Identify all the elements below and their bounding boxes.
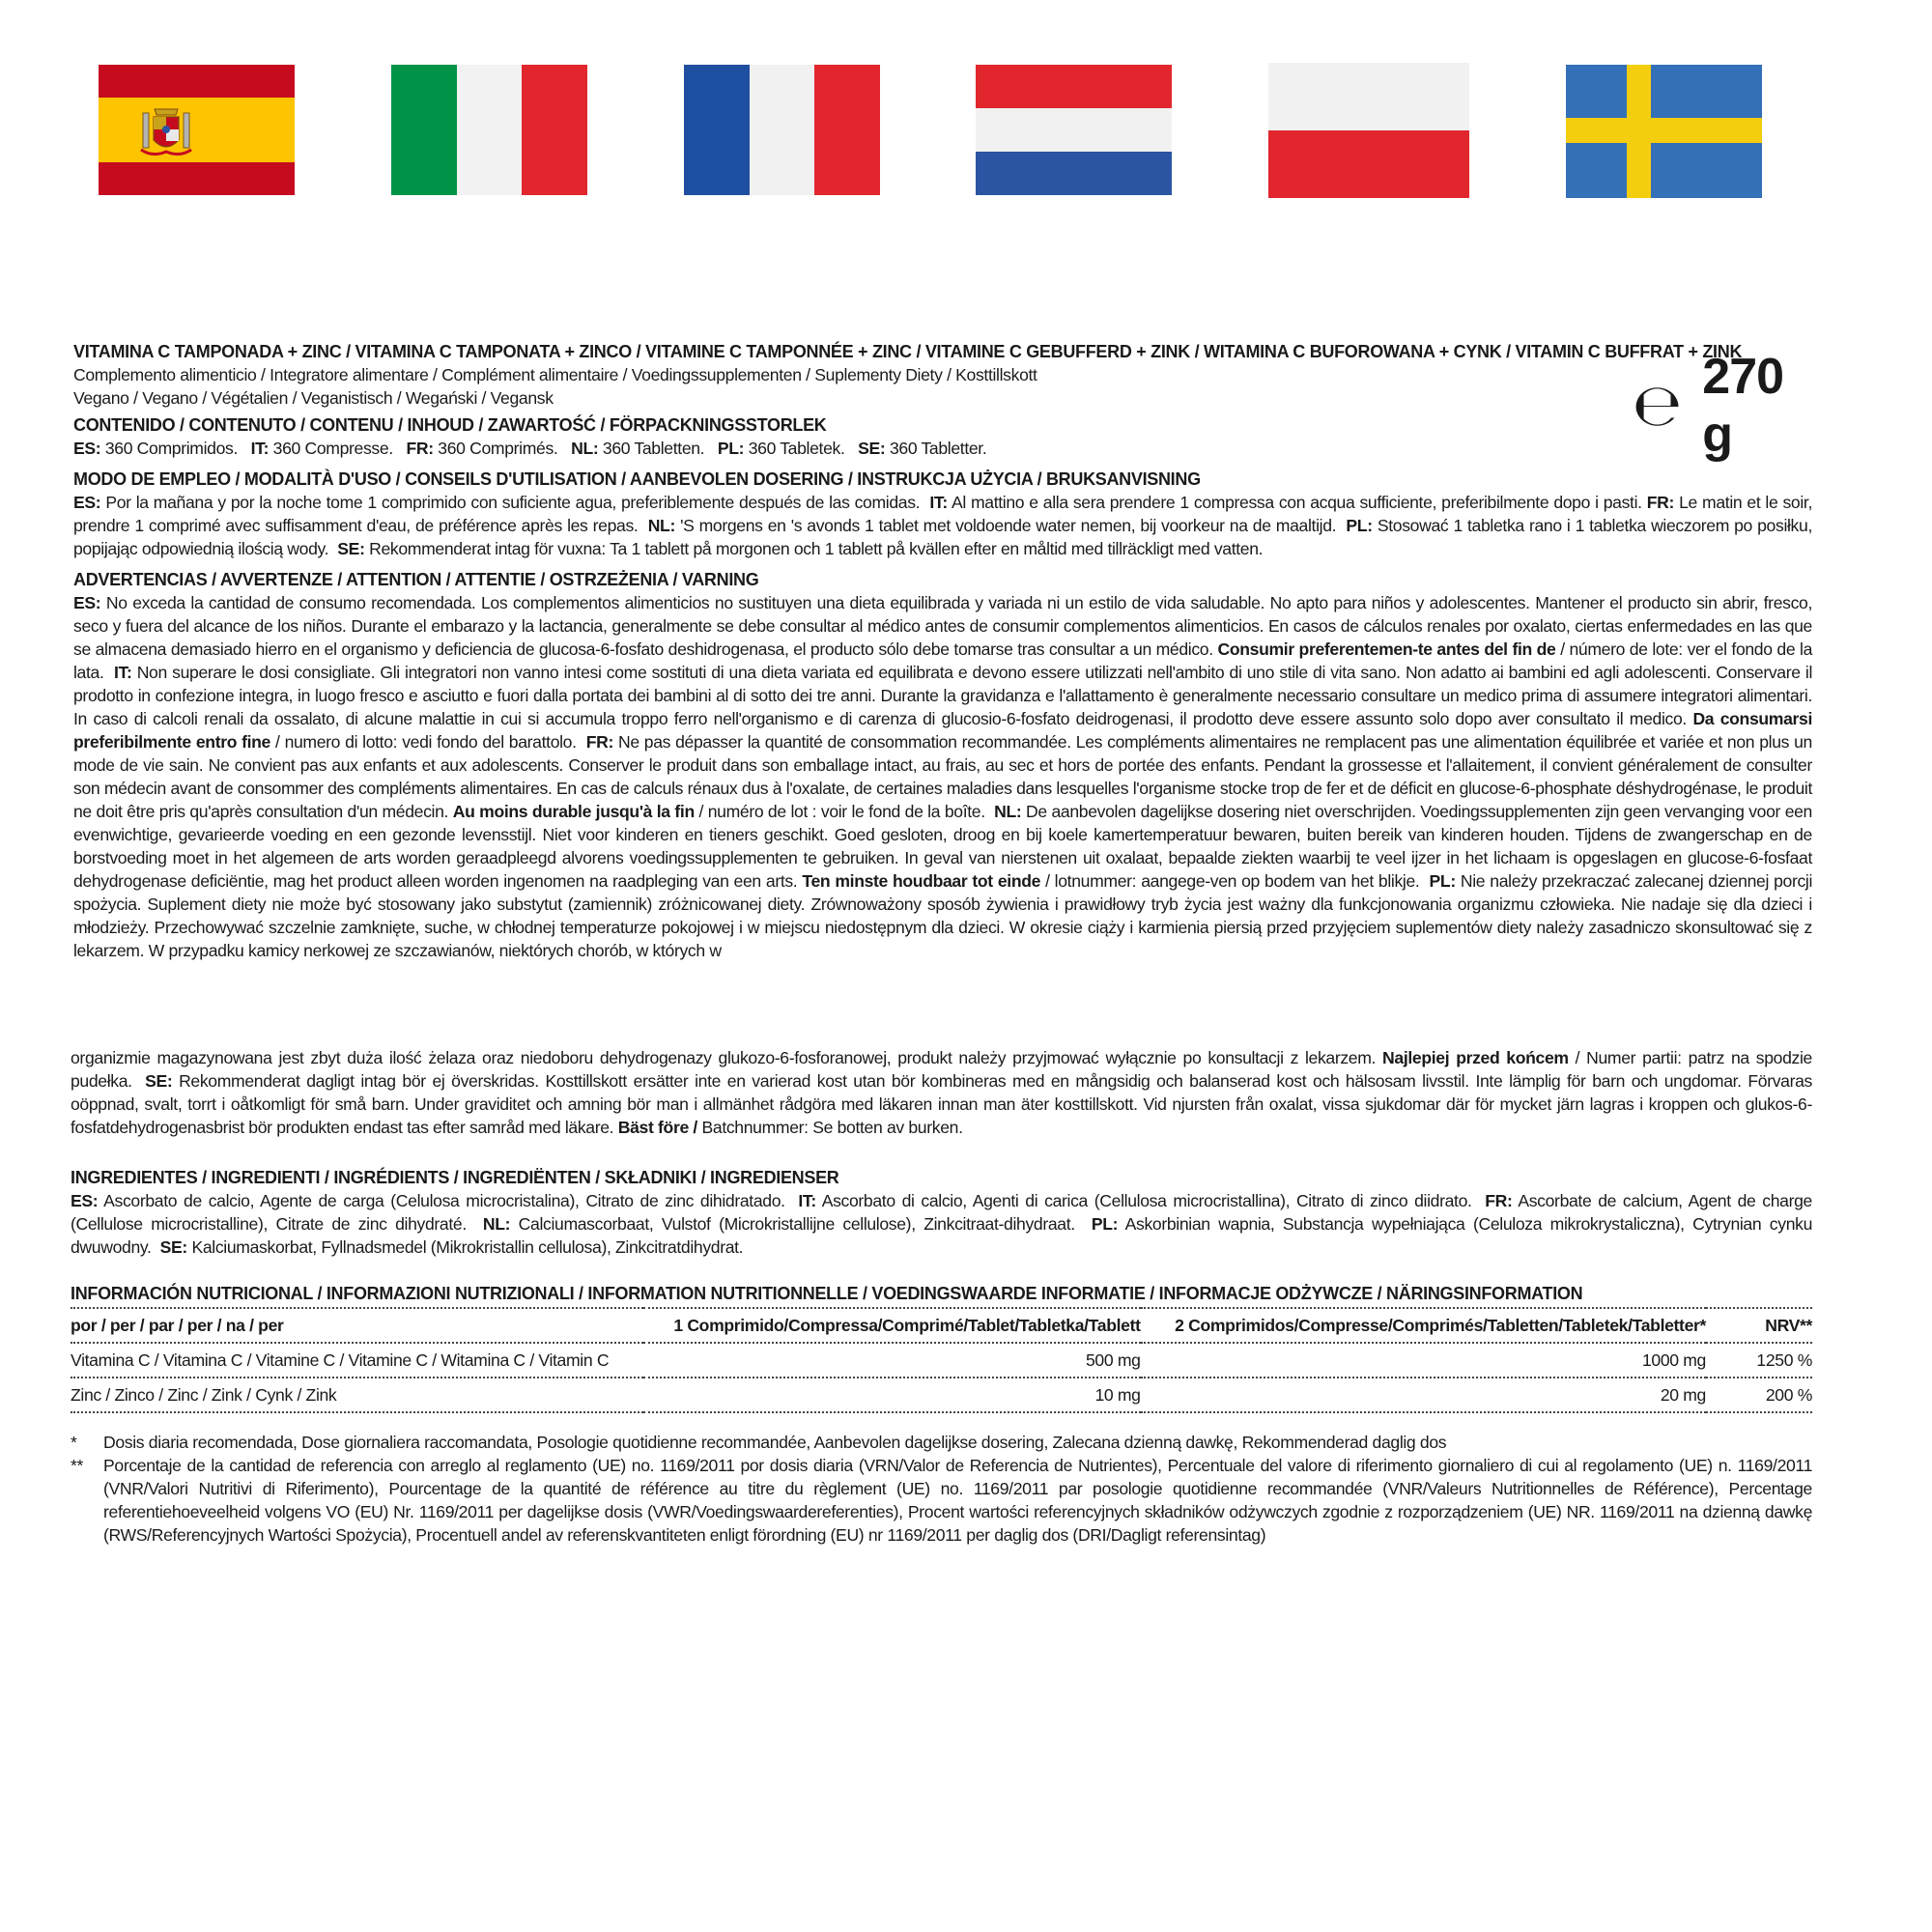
warnings-section: [73, 568, 1812, 962]
usage-text: ES: Por la mañana y por la noche tome 1 comprimido con suficiente agua, preferiblemente después de las comidas. IT: Al mattino e alla sera prendere 1 compressa con acqua sufficiente, preferibilmente dopo i pasti. FR: Le matin et le soir, prendre 1 comprimé avec suffisamment d'eau, de préférence après les repas. NL: 'S morgens en 's avonds 1 tablet met voldoende water nemen, bij voorkeur na de maaltijd. PL: Stosować 1 tabletka rano i 1 tabletka wieczorem po posiłku, popijając odpowiednią ilością wody. SE: Rekommenderat intag för vuxna: Ta 1 tablett på morgonen och 1 tablett på kvällen efter en måltid med tillräckligt med vatten.: [73, 493, 1813, 558]
column-header: 1 Comprimido/Compressa/Comprimé/Tablet/Tabletka/Tablett: [673, 1316, 1141, 1335]
content-heading: CONTENIDO / CONTENUTO / CONTENU / INHOUD / ZAWARTOŚĆ / FÖRPACKNINGSSTORLEK: [73, 415, 827, 435]
flag-france: [684, 65, 880, 195]
usage-heading: MODO DE EMPLEO / MODALITÀ D'USO / CONSEILS D'UTILISATION / AANBEVOLEN DOSERING / INSTRUKCJA UŻYCIA / BRUKSANVISNING: [73, 469, 1201, 489]
nutrient-per-one: 10 mg: [1094, 1385, 1141, 1405]
content-list: ES: 360 Comprimidos. IT: 360 Compresse. FR: 360 Comprimés. NL: 360 Tabletten. PL: 360 Tabletek. SE: 360 Tabletter.: [73, 439, 987, 458]
flag-sweden: [1566, 65, 1762, 198]
column-header: por / per / par / per / na / per: [71, 1316, 284, 1335]
nutrient-name: Zinc / Zinco / Zinc / Zink / Cynk / Zink: [71, 1385, 337, 1405]
table-row: [71, 1378, 1812, 1412]
coat-of-arms-icon: [139, 103, 193, 159]
flag-netherlands: [976, 65, 1172, 195]
flag-spain: [99, 65, 295, 195]
warnings-text: ES: No exceda la cantidad de consumo recomendada. Los complementos alimenticios no sustituyen una dieta equilibrada y variada ni un estilo de vida saludable. No apto para niños y adolescentes. Mantener el producto sin abrir, fresco, seco y fuera del alcance de los niños. Durante el embarazo y la lactancia, generalmente se debe consultar al médico antes de consumir complementos alimenticios. En casos de cálculos renales por oxalato, ciertas enfermedades en las que se almacena demasiado hierro en el organismo y deficiencia de glucosa-6-fosfato deshidrogenasa, el producto sólo debe tomarse tras consultar a un médico. Consumir preferentemen-te antes del fin de / número de lote: ver el fondo de la lata. IT: Non superare le dosi consigliate. Gli integratori non vanno intesi come sostituti di una dieta variata ed equilibrata e devono essere utilizzati nell'ambito di uno stile di vita sano. Non adatto ai bambini ed agli adolescenti. Conservare il prodotto in confezione integra, in luogo fresco e asciutto e fuori dalla portata dei bambini al di sotto dei tre anni. Durante la gravidanza e l'allattamento è generalmente necessario consultare un medico prima di assumere integratori alimentari. In caso di calcoli renali da ossalato, di alcune malattie in cui si accumula troppo ferro nell'organismo e di carenza di glucosio-6-fosfato deidrogenasi, il prodotto deve essere assunto solo dopo aver consultato il medico. Da consumarsi preferibilmente entro fine / numero di lotto: vedi fondo del barattolo. FR: Ne pas dépasser la quantité de consommation recommandée. Les compléments alimentaires ne remplacent pas une alimentation équilibrée et variée et non plus un mode de vie sain. Ne convient pas aux enfants et aux adolescents. Conserver le produit dans son emballage intact, au frais, au sec et hors de portée des enfants. Pendant la grossesse et l'allaitement, il convient généralement de consulter son médecin avant de consommer des compléments alimentaires. En cas de calculs rénaux dus à l'oxalate, de certaines maladies dans lesquelles l'organisme stocke trop de fer et de déficit en glucose-6-phosphate déshydrogénase, le produit ne doit être pris qu'après consultation d'un médecin. Au moins durable jusqu'à la fin / numéro de lot : voir le fond de la boîte. NL: De aanbevolen dagelijkse dosering niet overschrijden. Voedingssupplementen zijn geen vervanging voor een evenwichtige, gevarieerde voeding en een gezonde levensstijl. Niet voor kinderen en tieners geschikt. Goed gesloten, droog en bij koele kamertemperatuur bewaren, buiten bereik van kinderen houden. Tijdens de zwangerschap en de borstvoeding moet in het algemeen de arts worden geraadpleegd alvorens voedingssupplementen te gebruiken. In geval van nierstenen uit oxalaat, bepaalde ziekten waarbij te veel ijzer in het lichaam is opgeslagen en glucose-6-fosfaat dehydrogenase deficiëntie, mag het product alleen worden ingenomen na raadpleging van een arts. Ten minste houdbaar tot einde / lotnummer: aangege-ven op bodem van het blikje. PL: Nie należy przekraczać zalecanej dziennej porcji spożycia. Suplement diety nie może być stosowany jako substytut (zamiennik) zróżnicowanej diety. Zrównoważony sposób żywienia i prawidłowy tryb życia jest ważny dla funkcjonowania organizmu człowieka. Nie nadaje się dla dzieci i młodzieży. Przechowywać szczelnie zamknięte, suche, w chłodnej temperaturze pokojowej i w miejscu niedostępnym dla dzieci. W okresie ciąży i karmienia piersią przed przyjęciem suplementów diety należy zasadniczo skonsultować się z lekarzem. W przypadku kamicy nerkowej ze szczawianów, niektórych chorób, w których w: [73, 593, 1813, 960]
product-title: VITAMINA C TAMPONADA + ZINC / VITAMINA C TAMPONATA + ZINCO / VITAMINE C TAMPONNÉE + ZINC / VITAMINE C GEBUFFERD + ZINK / WITAMINA C BUFOROWANA + CYNK / VITAMIN C BUFFRAT + ZINK: [73, 342, 1743, 361]
usage-section: [73, 468, 1812, 560]
net-weight-value: 270 g: [1702, 349, 1784, 463]
product-category: Complemento alimenticio / Integratore alimentare / Complément alimentaire / Voedingssupplementen / Suplementy Diety / Kosttillskott: [73, 365, 1037, 384]
nutrition-heading: INFORMACIÓN NUTRICIONAL / INFORMAZIONI NUTRIZIONALI / INFORMATION NUTRITIONNELLE / VOEDINGSWAARDE INFORMATIE / INFORMACJE ODŻYWCZE / NÄRINGSINFORMATION: [71, 1284, 1583, 1303]
label-upper: [73, 340, 1812, 970]
table-row: [71, 1343, 1812, 1378]
label-lower: [71, 1046, 1812, 1554]
flag-italy: [391, 65, 587, 195]
product-vegan: Vegano / Vegano / Végétalien / Veganistisch / Wegański / Vegansk: [73, 388, 554, 408]
content-section: [73, 413, 1812, 460]
ingredients-heading: INGREDIENTES / INGREDIENTI / INGRÉDIENTS / INGREDIËNTEN / SKŁADNIKI / INGREDIENSER: [71, 1168, 839, 1187]
table-header-row: [71, 1308, 1812, 1343]
nutrition-table: [71, 1307, 1812, 1413]
nutrient-per-two: 20 mg: [1660, 1385, 1706, 1405]
nutrient-per-one: 500 mg: [1086, 1350, 1141, 1370]
ingredients-section: [71, 1166, 1812, 1259]
warnings-text-continued: organizmie magazynowana jest zbyt duża ilość żelaza oraz niedoboru dehydrogenazy glukozo-6-fosforanowej, produkt należy przyjmować wyłącznie po konsultacji z lekarzem. Najlepiej przed końcem / Numer partii: patrz na spodzie pudełka. SE: Rekommenderat dagligt intag bör ej överskridas. Kosttillskott ersätter inte en varierad kost utan bör kombineras med en mångsidig och balanserad kost och hälsosam livsstil. Inte lämplig för barn och ungdomar. Förvaras oöppnad, svalt, torrt i oåtkomligt för små barn. Under graviditet och amning bör man i allmänhet rådgöra med läkaren innan man äter kosttillskott. Vid njursten från oxalat, vissa sjukdomar där för mycket järn lagras i kroppen och glukos-6-fosfatdehydrogenasbrist bör produkten endast tas efter samråd med läkare. Bäst före / Batchnummer: Se botten av burken.: [71, 1048, 1812, 1137]
footnote: * Dosis diaria recomendada, Dose giornaliera raccomandata, Posologie quotidienne recommandée, Aanbevolen dagelijkse dosering, Zalecana dzienną dawkę, Rekommenderad daglig dos: [71, 1433, 1447, 1452]
footnote: ** Porcentaje de la cantidad de referencia con arreglo al reglamento (UE) no. 1169/2011 por dosis diaria (VRN/Valor de Referencia de Nutrientes), Percentuale del valore di riferimento giornaliero di cui al regolamento (UE) n. 1169/2011 (VNR/Valori Nutritivi di Riferimento), Pourcentage de la quantité de référence au titre du règlement (UE) no. 1169/2011 par posologie quotidienne recommandée (VNR/Valeurs Nutritionnelles de Référence), Percentage referentiehoeveelheid volgens VO (EU) Nr. 1169/2011 per dagelijkse dosis (VWR/Voedingswaardereferenties), Procent wartości referencyjnych składników odżywczych zgodnie z rozporządzeniem (UE) NR. 1169/2011 na dzienną dawkę (RWS/Referencyjnych Wartości Spożycia), Procentuell andel av referenskvantiteten enligt förordning (EU) nr 1169/2011 per daglig dos (DRI/Dagligt referensintag): [71, 1456, 1812, 1545]
nutrient-nrv: 200 %: [1765, 1385, 1812, 1405]
estimated-sign-icon: ℮: [1633, 372, 1682, 440]
nutrient-per-two: 1000 mg: [1641, 1350, 1706, 1370]
nutrition-section: [71, 1282, 1812, 1413]
warnings-continued: [71, 1046, 1812, 1139]
column-header: 2 Comprimidos/Compresse/Comprimés/Tabletten/Tabletek/Tabletter*: [1175, 1316, 1706, 1335]
warnings-heading: ADVERTENCIAS / AVVERTENZE / ATTENTION / ATTENTIE / OSTRZEŻENIA / VARNING: [73, 570, 759, 589]
nutrient-name: Vitamina C / Vitamina C / Vitamine C / Vitamine C / Witamina C / Vitamin C: [71, 1350, 610, 1370]
footnotes: [71, 1431, 1812, 1547]
flag-poland: [1268, 63, 1469, 198]
column-header: NRV**: [1765, 1316, 1812, 1335]
nutrient-nrv: 1250 %: [1756, 1350, 1812, 1370]
ingredients-text: ES: Ascorbato de calcio, Agente de carga (Celulosa microcristalina), Citrato de zinc dihidratado. IT: Ascorbato di calcio, Agenti di carica (Cellulosa microcristallina), Citrato di zinco diidrato. FR: Ascorbate de calcium, Agent de charge (Cellulose microcristalline), Citrate de zinc dihydraté. NL: Calciumascorbaat, Vulstof (Microkristallijne cellulose), Zinkcitraat-dihydraat. PL: Askorbinian wapnia, Substancja wypełniająca (Celuloza mikrokrystaliczna), Cytrynian cynku dwuwodny. SE: Kalciumaskorbat, Fyllnadsmedel (Mikrokristallin cellulosa), Zinkcitratdihydrat.: [71, 1191, 1813, 1257]
